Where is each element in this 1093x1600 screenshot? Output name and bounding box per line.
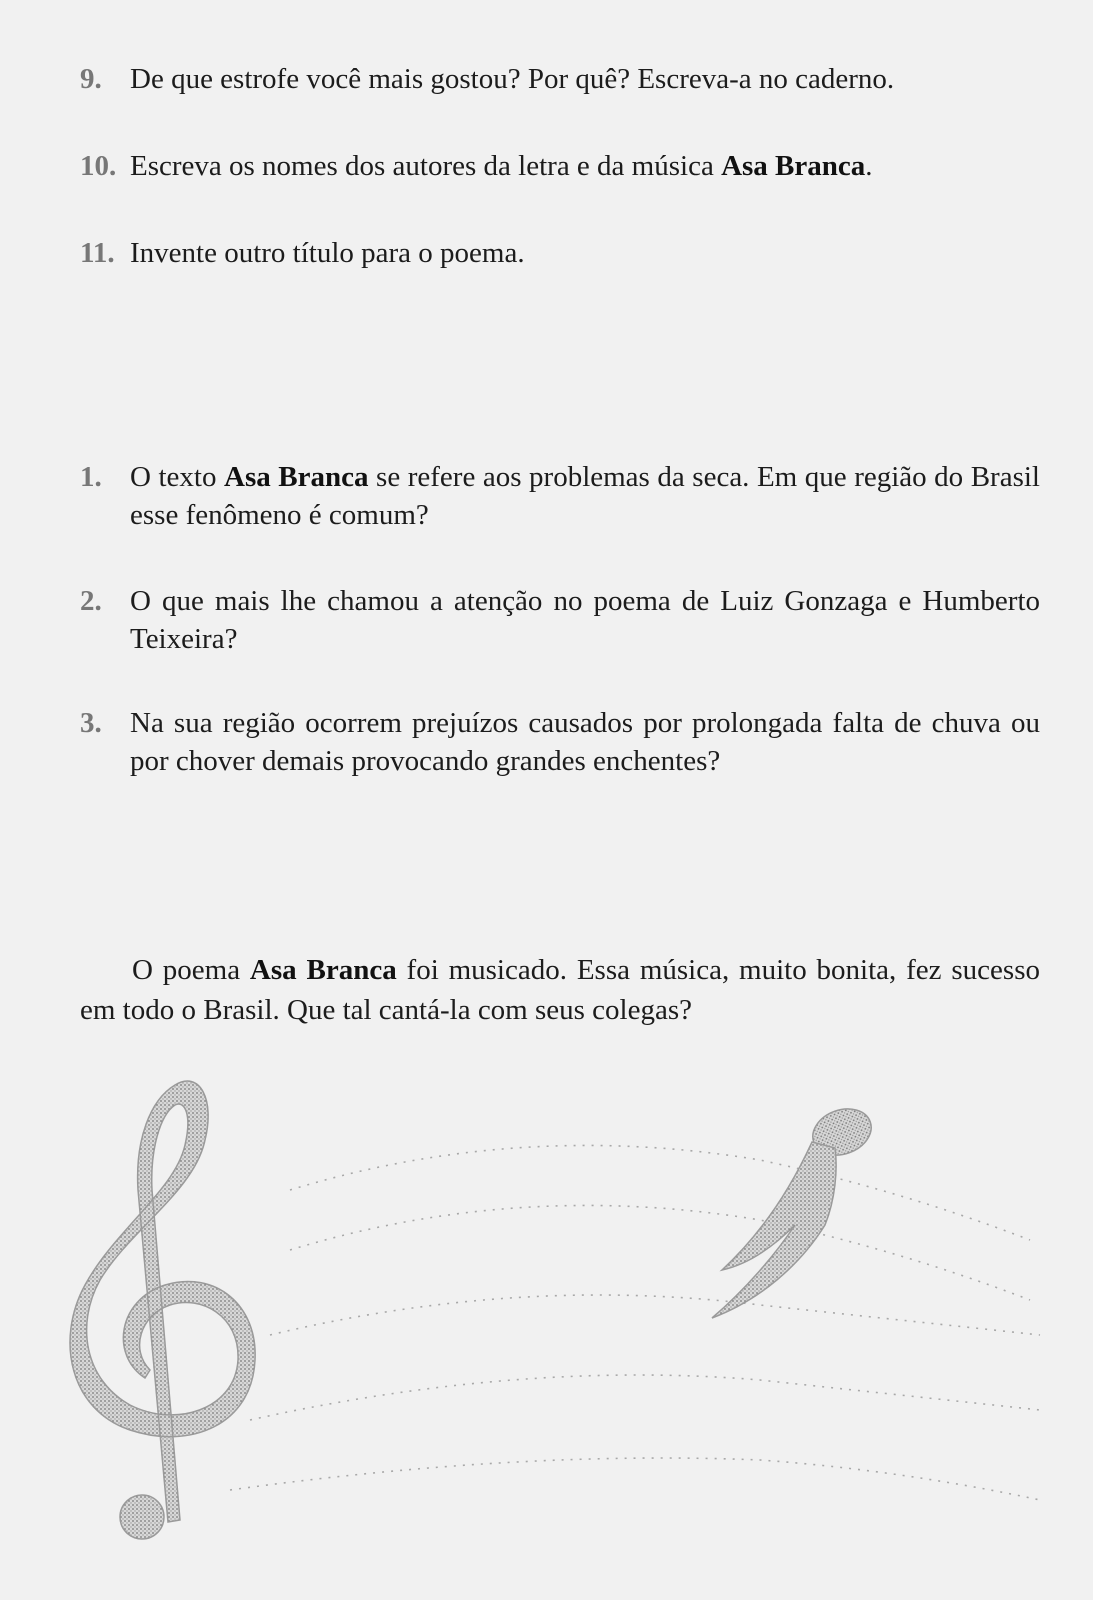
question-text-part: se refere aos problemas da seca. Em que região do Brasil esse fenômeno é comum? (130, 461, 1040, 531)
song-title: Asa Branca (721, 150, 866, 182)
question-2 (80, 582, 1040, 658)
question-text: De que estrofe você mais gostou? Por quê? Escreva-a no caderno. (130, 63, 895, 95)
question-text-part: O texto (130, 461, 225, 493)
paragraph-text-part: foi musicado. Essa música, muito bonita, fez sucesso em todo o Brasil. Que tal cantá-la com seus colegas? (80, 954, 1040, 1026)
question-text-part: Escreva os nomes dos autores da letra e da música (130, 150, 722, 182)
question-9 (80, 60, 1040, 98)
question-text: Invente outro título para o poema. (130, 237, 525, 269)
question-number: 2. (80, 585, 102, 617)
question-text: O que mais lhe chamou a atenção no poema de Luiz Gonzaga e Humberto Teixeira? (130, 585, 1040, 655)
music-note-icon (712, 1101, 878, 1318)
paragraph-text-part: O poema (132, 954, 250, 986)
question-10 (80, 147, 1040, 185)
song-title: Asa Branca (224, 461, 369, 493)
question-text: Na sua região ocorrem prejuízos causados por prolongada falta de chuva ou por chover demais provocando grandes enchentes? (130, 707, 1040, 777)
question-number: 1. (80, 461, 102, 493)
song-title: Asa Branca (249, 954, 397, 986)
staff-lines (230, 1145, 1040, 1500)
question-text-part: . (865, 150, 873, 182)
closing-paragraph (80, 950, 1040, 1030)
staff-line (270, 1295, 1040, 1335)
question-number: 3. (80, 707, 102, 739)
treble-clef-icon (70, 1081, 255, 1539)
question-text (130, 458, 1040, 534)
question-text (130, 147, 1040, 185)
staff-line (290, 1205, 1030, 1300)
music-illustration (0, 1060, 1093, 1580)
music-illustration-svg (0, 1060, 1093, 1580)
question-11 (80, 234, 1040, 272)
staff-line (250, 1375, 1040, 1420)
question-number: 9. (80, 63, 102, 95)
staff-line (290, 1145, 1030, 1240)
question-number: 10. (80, 150, 117, 182)
staff-line (230, 1458, 1040, 1500)
question-3 (80, 704, 1040, 780)
question-number: 11. (80, 237, 115, 269)
question-1 (80, 458, 1040, 534)
